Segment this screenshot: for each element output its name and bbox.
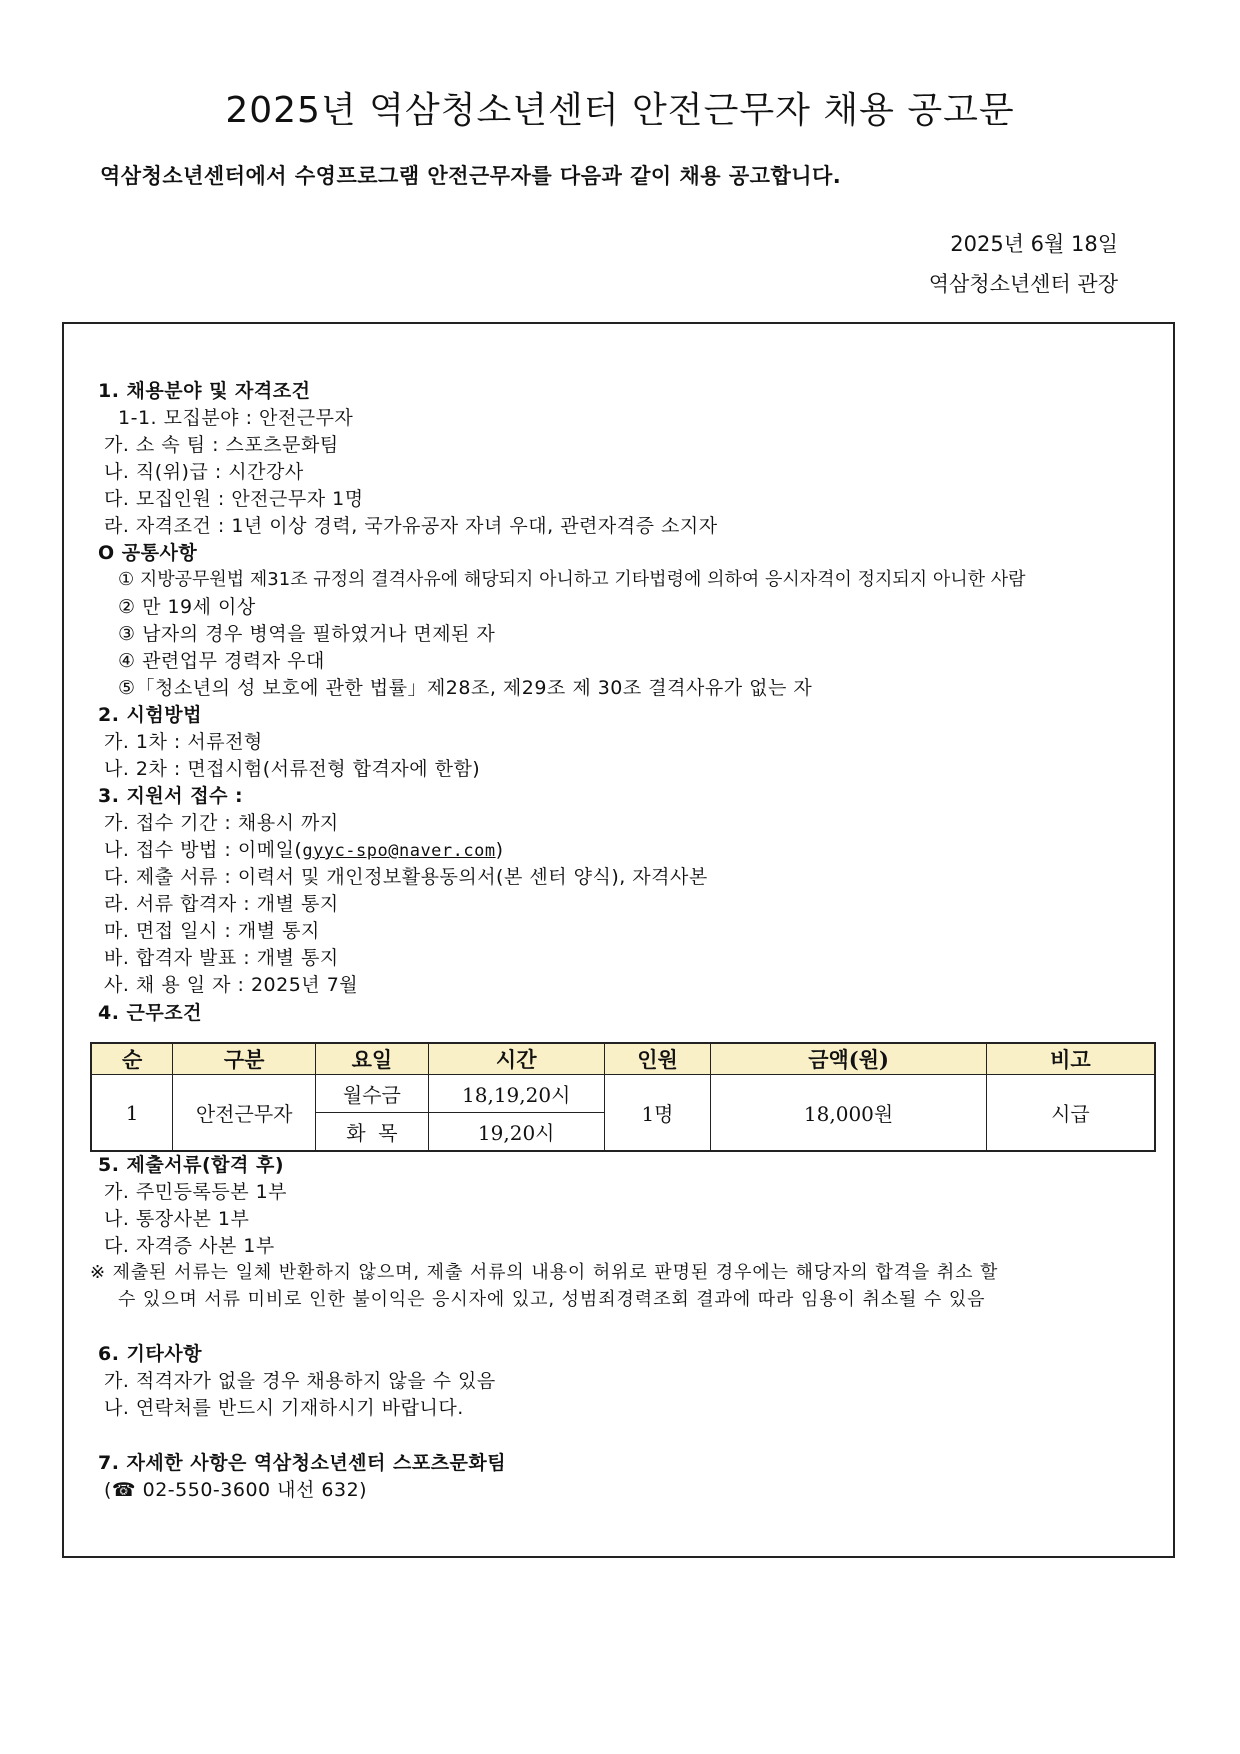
section3-item: 라. 서류 합격자 : 개별 통지 bbox=[104, 893, 339, 915]
cell-day: 화 목 bbox=[316, 1113, 429, 1152]
section3-item: 가. 접수 기간 : 채용시 까지 bbox=[104, 812, 339, 834]
email-link[interactable]: gyyc-spo@naver.com bbox=[302, 841, 496, 861]
column-header: 순 bbox=[91, 1043, 173, 1075]
common-item: ③ 남자의 경우 병역을 필하였거나 면제된 자 bbox=[118, 623, 496, 645]
column-header: 인원 bbox=[604, 1043, 711, 1075]
section2-heading: 2. 시험방법 bbox=[98, 704, 202, 726]
section5-heading: 5. 제출서류(합격 후) bbox=[98, 1154, 285, 1176]
method-prefix: 나. 접수 방법 : 이메일( bbox=[104, 839, 303, 861]
common-item: ② 만 19세 이상 bbox=[118, 596, 256, 618]
section3-heading: 3. 지원서 접수 : bbox=[98, 785, 244, 807]
contact-phone: (☎ 02-550-3600 내선 632) bbox=[104, 1479, 368, 1501]
method-suffix: ) bbox=[495, 839, 504, 861]
column-header: 시간 bbox=[428, 1043, 604, 1075]
cell-time: 18,19,20시 bbox=[428, 1075, 604, 1113]
section1-item: 다. 모집인원 : 안전근무자 1명 bbox=[104, 488, 364, 510]
section5-note: ※ 제출된 서류는 일체 반환하지 않으며, 제출 서류의 내용이 허위로 판명된 경우에는 해당자의 합격을 취소 할 bbox=[90, 1262, 999, 1283]
section5-note: 수 있으며 서류 미비로 인한 불이익은 응시자에 있고, 성범죄경력조회 결과에 따라 임용이 취소될 수 있음 bbox=[118, 1289, 986, 1310]
section2-item: 가. 1차 : 서류전형 bbox=[104, 731, 263, 753]
cell-time: 19,20시 bbox=[428, 1113, 604, 1152]
section2-item: 나. 2차 : 면접시험(서류전형 합격자에 한함) bbox=[104, 758, 481, 780]
work-conditions-table bbox=[90, 1042, 1156, 1152]
notice-signer: 역삼청소년센터 관장 bbox=[928, 272, 1118, 296]
section3-item: 사. 채 용 일 자 : 2025년 7월 bbox=[104, 974, 359, 996]
section1-item: 가. 소 속 팀 : 스포츠문화팀 bbox=[104, 434, 339, 456]
column-header: 구분 bbox=[173, 1043, 316, 1075]
section5-item: 가. 주민등록등본 1부 bbox=[104, 1181, 288, 1203]
section5-item: 다. 자격증 사본 1부 bbox=[104, 1235, 275, 1257]
cell-note: 시급 bbox=[986, 1075, 1155, 1152]
section3-method bbox=[104, 835, 504, 862]
cell-amount: 18,000원 bbox=[711, 1075, 986, 1152]
section6-item: 나. 연락처를 반드시 기재하시기 바랍니다. bbox=[104, 1397, 464, 1419]
common-item: ④ 관련업무 경력자 우대 bbox=[118, 650, 325, 672]
intro-text: 역삼청소년센터에서 수영프로그램 안전근무자를 다음과 같이 채용 공고합니다. bbox=[100, 164, 842, 188]
section5-item: 나. 통장사본 1부 bbox=[104, 1208, 250, 1230]
section1-item: 나. 직(위)급 : 시간강사 bbox=[104, 461, 304, 483]
column-header: 금액(원) bbox=[711, 1043, 986, 1075]
page-title: 2025년 역삼청소년센터 안전근무자 채용 공고문 bbox=[225, 90, 1015, 131]
section7-heading: 7. 자세한 사항은 역삼청소년센터 스포츠문화팀 bbox=[98, 1452, 507, 1474]
notice-date: 2025년 6월 18일 bbox=[950, 232, 1118, 256]
common-item: ⑤「청소년의 성 보호에 관한 법률」제28조, 제29조 제 30조 결격사유가 없는 자 bbox=[118, 677, 813, 699]
section6-heading: 6. 기타사항 bbox=[98, 1343, 202, 1365]
cell-people: 1명 bbox=[604, 1075, 711, 1152]
common-item: ① 지방공무원법 제31조 규정의 결격사유에 해당되지 아니하고 기타법령에 의하여 응시자격이 정지되지 아니한 사람 bbox=[118, 569, 1026, 590]
cell-day: 월수금 bbox=[316, 1075, 429, 1113]
table-header-row bbox=[91, 1043, 1155, 1075]
section1-heading: 1. 채용분야 및 자격조건 bbox=[98, 380, 311, 402]
table-row bbox=[91, 1075, 1155, 1113]
section3-item: 바. 합격자 발표 : 개별 통지 bbox=[104, 947, 339, 969]
common-heading: O 공통사항 bbox=[98, 542, 198, 564]
column-header: 비고 bbox=[986, 1043, 1155, 1075]
cell-no: 1 bbox=[91, 1075, 173, 1152]
section1-subheading: 1-1. 모집분야 : 안전근무자 bbox=[118, 407, 354, 429]
section3-item: 다. 제출 서류 : 이력서 및 개인정보활용동의서(본 센터 양식), 자격사본 bbox=[104, 866, 708, 888]
section3-item: 마. 면접 일시 : 개별 통지 bbox=[104, 920, 320, 942]
cell-type: 안전근무자 bbox=[173, 1075, 316, 1152]
section6-item: 가. 적격자가 없을 경우 채용하지 않을 수 있음 bbox=[104, 1370, 496, 1392]
column-header: 요일 bbox=[316, 1043, 429, 1075]
section1-item: 라. 자격조건 : 1년 이상 경력, 국가유공자 자녀 우대, 관련자격증 소지자 bbox=[104, 515, 718, 537]
section4-heading: 4. 근무조건 bbox=[98, 1002, 202, 1024]
